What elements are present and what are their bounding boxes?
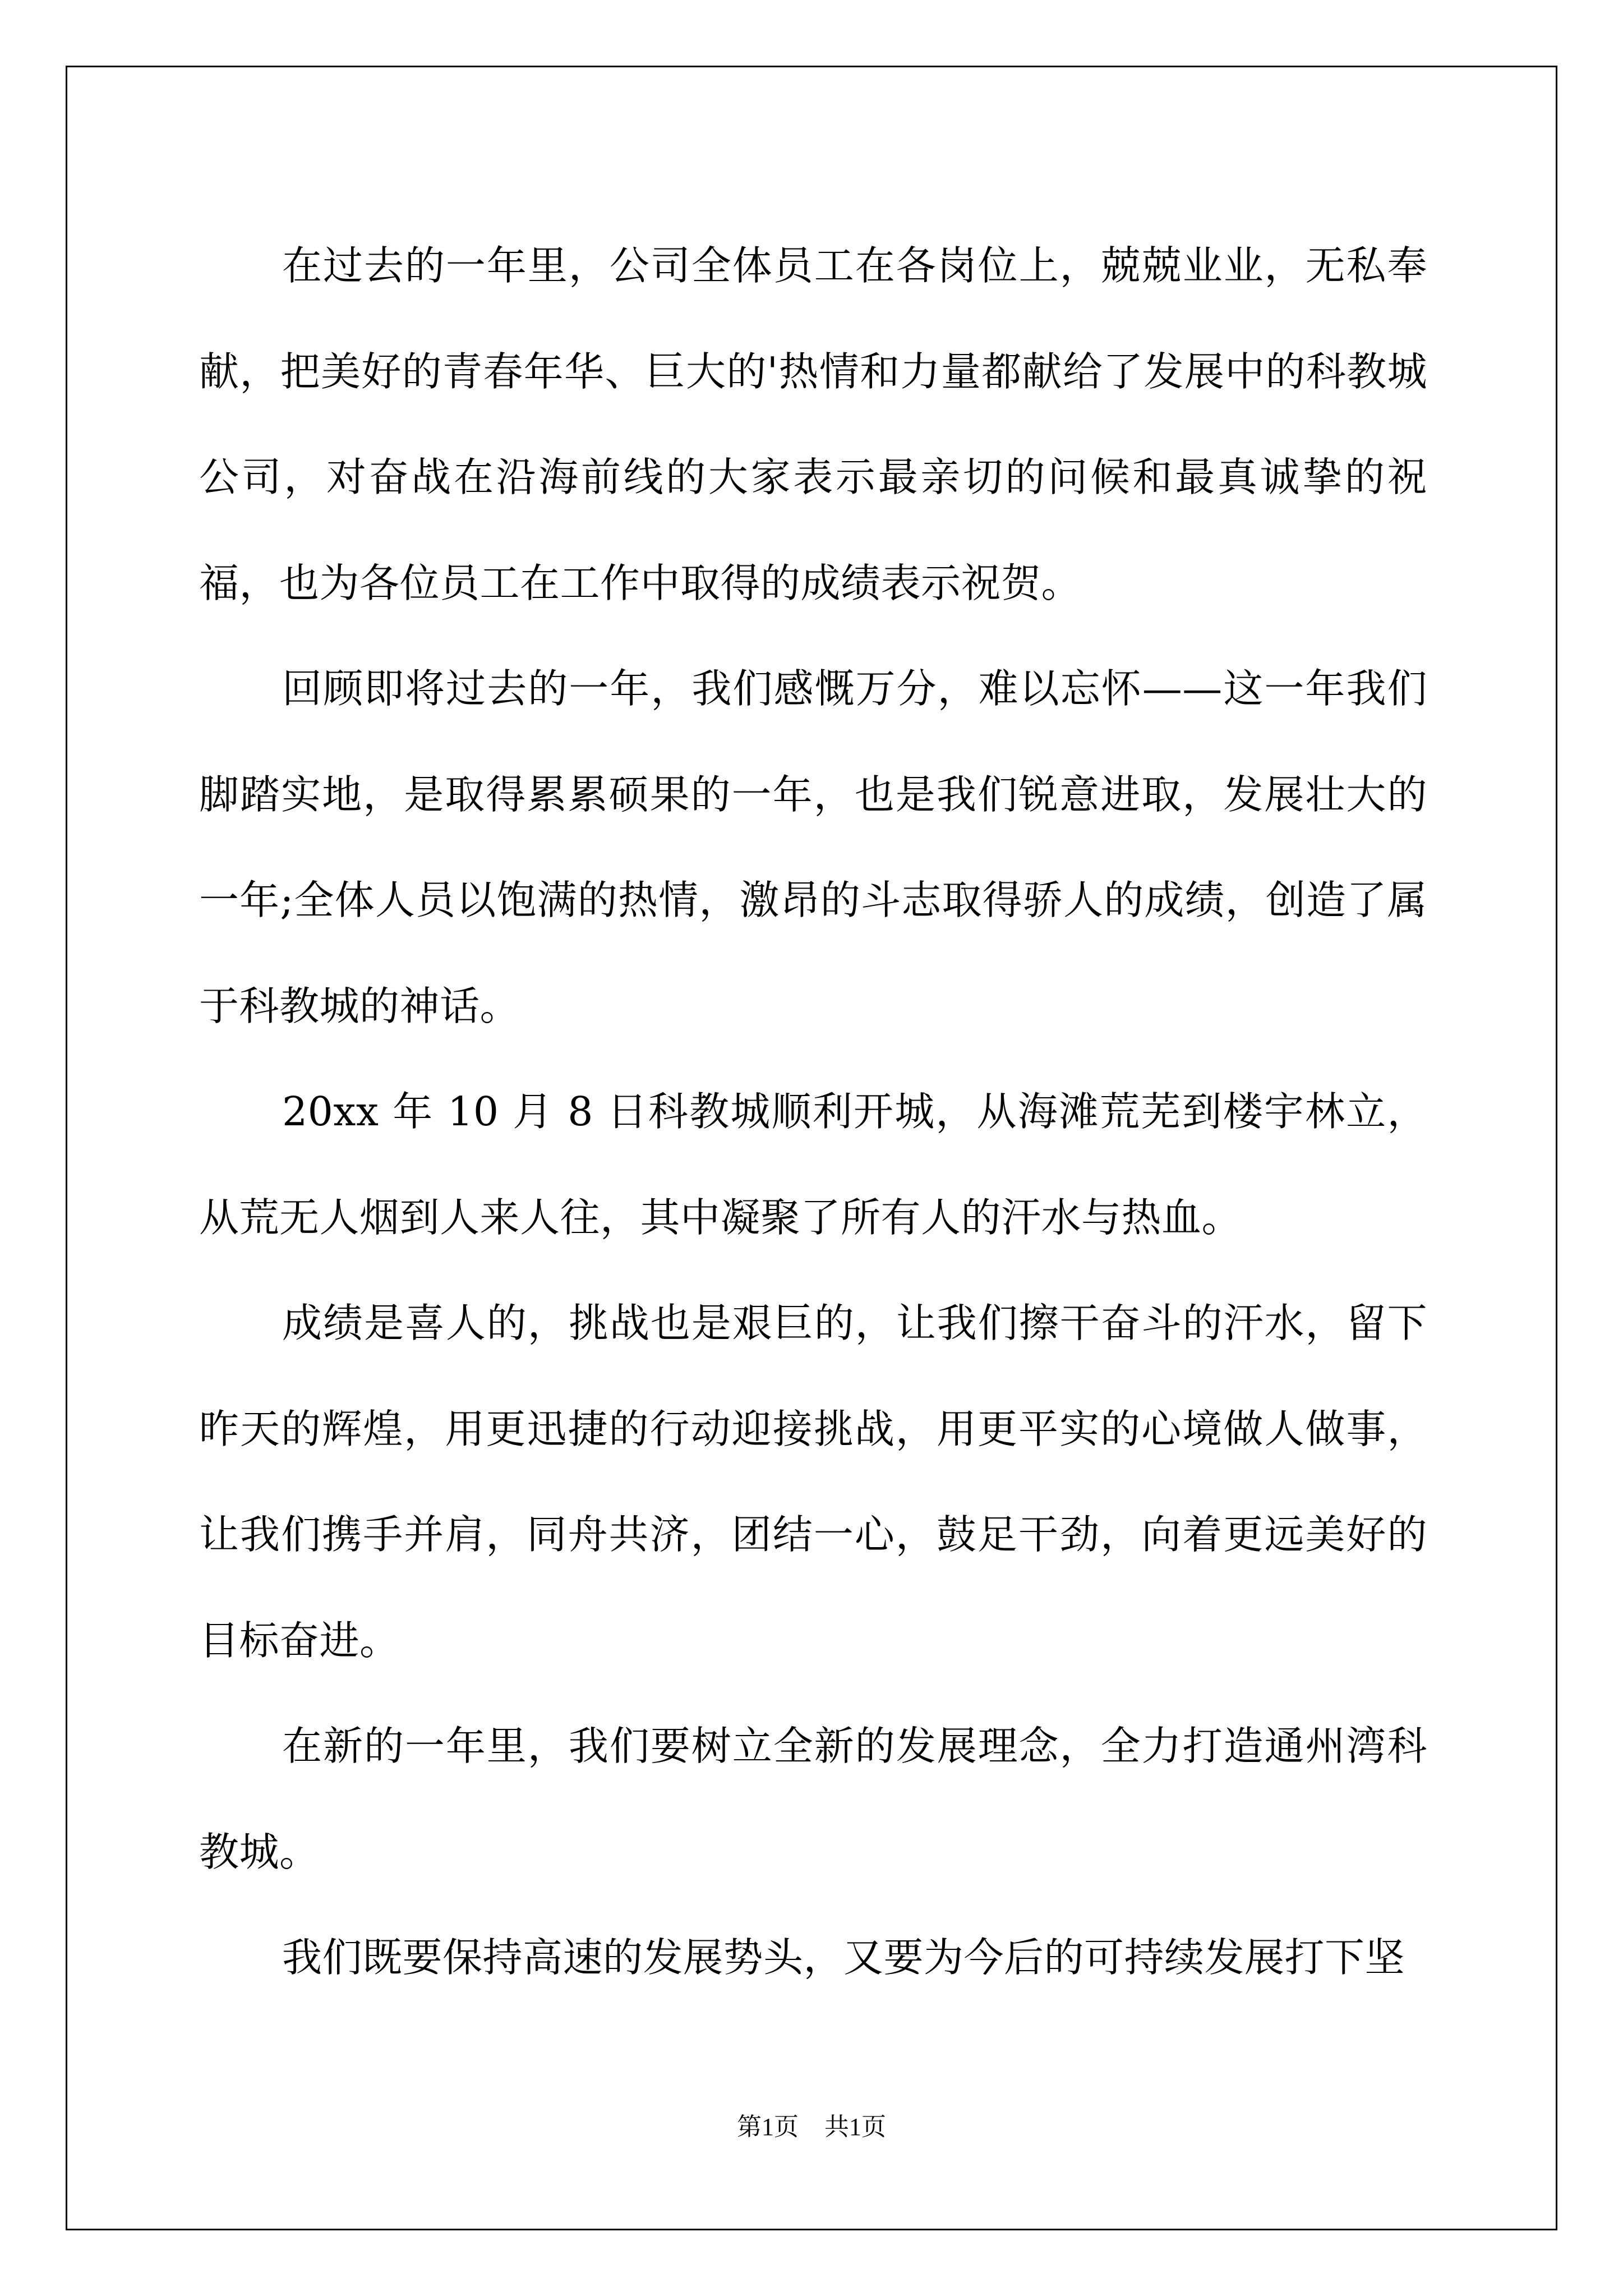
page-number-current: 第1页 [737,2113,799,2141]
page-footer [0,2106,1623,2142]
paragraph: 我们既要保持高速的发展势头，又要为今后的可持续发展打下坚 [282,1934,1405,1981]
paragraph: 回顾即将过去的一年，我们感慨万分，难以忘怀——这一年我们脚踏实地，是取得累累硕果的一年，也是我们锐意进取，发展壮大的一年;全体人员以饱满的热情，激昂的斗志取得骄人的成绩，创造了属于科教城的神话。 [199,665,1427,1029]
paragraph: 在新的一年里，我们要树立全新的发展理念，全力打造通州湾科教城。 [199,1723,1427,1875]
paragraph: 20xx 年 10 月 8 日科教城顺利开城，从海滩荒芜到楼宇林立，从荒无人烟到人来人往，其中凝聚了所有人的汗水与热血。 [199,1088,1427,1241]
paragraph: 在过去的一年里，公司全体员工在各岗位上，兢兢业业，无私奉献，把美好的青春年华、巨大的'热情和力量都献给了发展中的科教城公司，对奋战在沿海前线的大家表示最亲切的问候和最真诚挚的祝福，也为各位员工在工作中取得的成绩表示祝贺。 [199,242,1427,606]
paragraph: 成绩是喜人的，挑战也是艰巨的，让我们擦干奋斗的汗水，留下昨天的辉煌，用更迅捷的行动迎接挑战，用更平实的心境做人做事，让我们携手并肩，同舟共济，团结一心，鼓足干劲，向着更远美好的目标奋进。 [199,1300,1427,1664]
document-body [199,213,1427,2011]
page-number-total: 共1页 [824,2113,886,2141]
